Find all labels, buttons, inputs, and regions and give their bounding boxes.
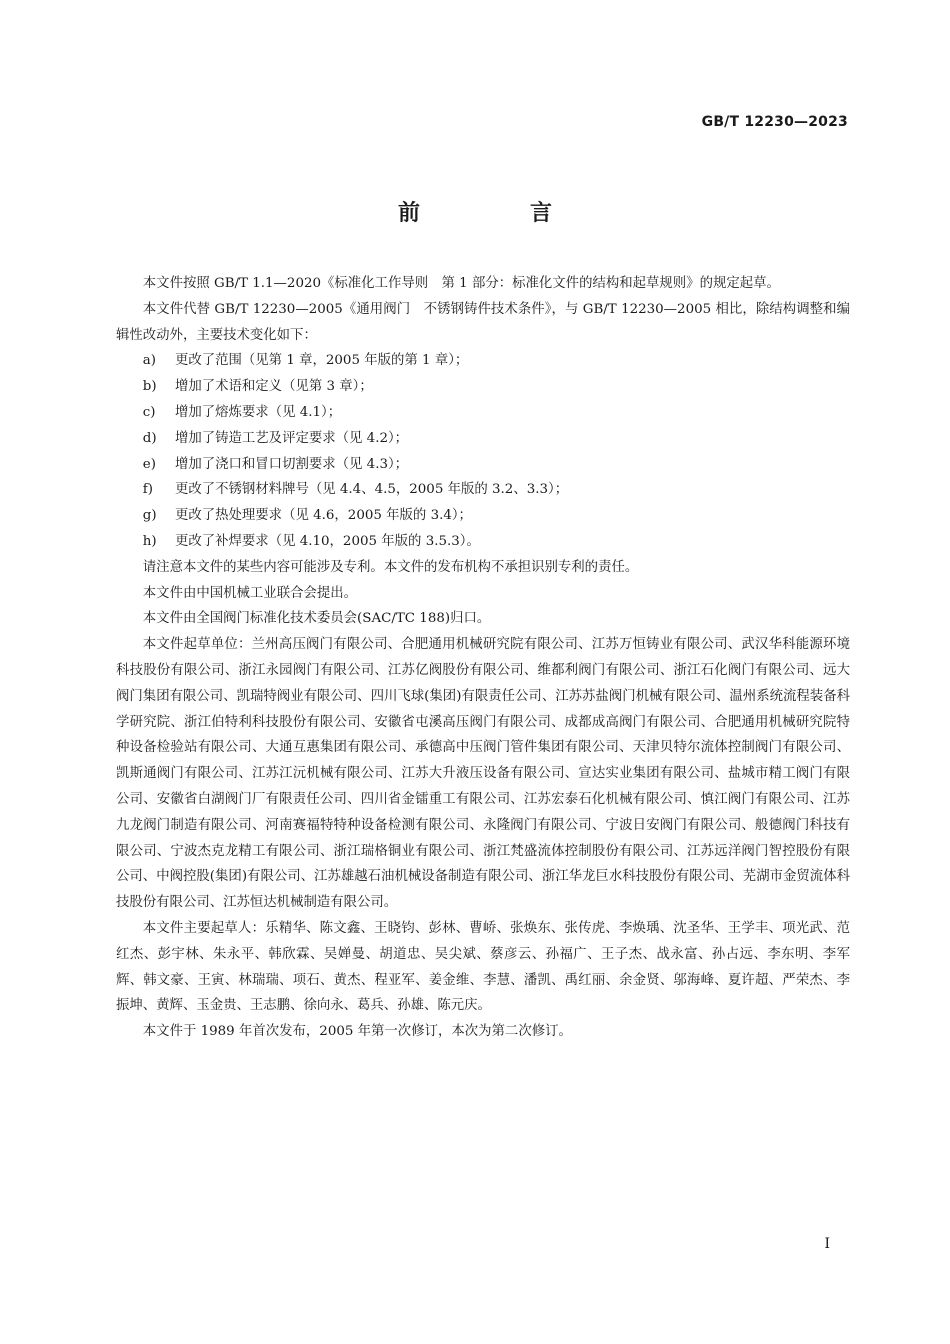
changes-list xyxy=(116,348,850,554)
page-title: 前 言 xyxy=(397,201,596,226)
paragraph-publication-history: 本文件于 1989 年首次发布，2005 年第一次修订，本次为第二次修订。 xyxy=(142,1024,572,1040)
page-number: I xyxy=(824,1236,830,1252)
list-item-text: 更改了范围（见第 1 章，2005 年版的第 1 章）； xyxy=(174,353,469,369)
list-marker: h) xyxy=(142,533,157,549)
paragraph-replaces-standard: 本文件代替 GB/T 12230—2005《通用阀门 不锈钢铸件技术条件》，与 GB/T 12230—2005 相比，除结构调整和编辑性改动外，主要技术变化如下： xyxy=(116,301,850,343)
list-marker: d) xyxy=(142,430,157,446)
list-item xyxy=(116,426,850,452)
list-item-text: 更改了热处理要求（见 4.6，2005 年版的 3.4）； xyxy=(174,508,472,524)
paragraph-main-drafters: 本文件主要起草人：乐精华、陈文鑫、王晓钧、彭林、曹峤、张焕东、张传虎、李焕瑀、沈圣华、王学丰、项光武、范红杰、彭宇林、朱永平、韩欣霖、吴婵曼、胡道忠、吴尖斌、蔡彦云、孙福广、王子杰、战永富、孙占远、李东明、李军辉、韩文豪、王寅、林瑞瑞、项石、黄杰、程亚军、姜金维、李慧、潘凯、禹红丽、余金贤、邬海峰、夏许超、严荣杰、李振坤、黄辉、玉金贵、王志鹏、徐向永、葛兵、孙雄、陈元庆。 xyxy=(116,920,850,1014)
paragraph-under-jurisdiction: 本文件由全国阀门标准化技术委员会(SAC/TC 188)归口。 xyxy=(142,611,491,627)
list-marker: a) xyxy=(142,353,157,369)
list-item-text: 更改了不锈钢材料牌号（见 4.4、4.5，2005 年版的 3.2、3.3）； xyxy=(174,482,569,498)
list-item-text: 增加了浇口和冒口切割要求（见 4.3）； xyxy=(174,456,409,472)
list-marker: c) xyxy=(142,404,156,420)
list-marker: f) xyxy=(142,482,153,498)
list-item-text: 增加了铸造工艺及评定要求（见 4.2）； xyxy=(174,430,409,446)
list-marker: g) xyxy=(142,508,157,524)
standard-number: GB/T 12230—2023 xyxy=(701,114,848,130)
paragraph-drafting-organizations: 本文件起草单位：兰州高压阀门有限公司、合肥通用机械研究院有限公司、江苏万恒铸业有限公司、武汉华科能源环境科技股份有限公司、浙江永园阀门有限公司、江苏亿阀股份有限公司、维都利阀门有限公司、浙江石化阀门有限公司、远大阀门集团有限公司、凯瑞特阀业有限公司、四川飞球(集团)有限责任公司、江苏苏盐阀门机械有限公司、温州系统流程装备科学研究院、浙江伯特利科技股份有限公司、安徽省屯溪高压阀门有限公司、成都成高阀门有限公司、合肥通用机械研究院特种设备检验站有限公司、大通互惠集团有限公司、承德高中压阀门管件集团有限公司、天津贝特尔流体控制阀门有限公司、凯斯通阀门有限公司、江苏江沅机械有限公司、江苏大升液压设备有限公司、宣达实业集团有限公司、盐城市精工阀门有限公司、安徽省白湖阀门厂有限责任公司、四川省金镭重工有限公司、江苏宏泰石化机械有限公司、慎江阀门有限公司、江苏九龙阀门制造有限公司、河南赛福特特种设备检测有限公司、永隆阀门有限公司、宁波日安阀门有限公司、般德阀门科技有限公司、宁波杰克龙精工有限公司、浙江瑞格铜业有限公司、浙江梵盛流体控制股份有限公司、江苏远洋阀门智控股份有限公司、中阀控股(集团)有限公司、江苏雄越石油机械设备制造有限公司、浙江华龙巨水科技股份有限公司、芜湖市金贸流体科技股份有限公司、江苏恒达机械制造有限公司。 xyxy=(116,637,850,911)
list-item xyxy=(116,374,850,400)
list-item-text: 增加了熔炼要求（见 4.1）； xyxy=(174,404,342,420)
list-item xyxy=(116,477,850,503)
list-marker: e) xyxy=(142,456,156,472)
list-item xyxy=(116,452,850,478)
paragraph-patent-notice: 请注意本文件的某些内容可能涉及专利。本文件的发布机构不承担识别专利的责任。 xyxy=(142,559,639,575)
list-marker: b) xyxy=(142,379,157,395)
list-item xyxy=(116,529,850,555)
list-item xyxy=(116,400,850,426)
list-item xyxy=(116,503,850,529)
paragraph-drafting-rules: 本文件按照 GB/T 1.1—2020《标准化工作导则 第 1 部分：标准化文件的结构和起草规则》的规定起草。 xyxy=(142,276,780,291)
list-item-text: 更改了补焊要求（见 4.10，2005 年版的 3.5.3）。 xyxy=(174,533,480,549)
paragraph-proposed-by: 本文件由中国机械工业联合会提出。 xyxy=(142,585,358,601)
list-item xyxy=(116,348,850,374)
foreword-body xyxy=(116,271,850,1045)
list-item-text: 增加了术语和定义（见第 3 章）； xyxy=(174,379,373,395)
